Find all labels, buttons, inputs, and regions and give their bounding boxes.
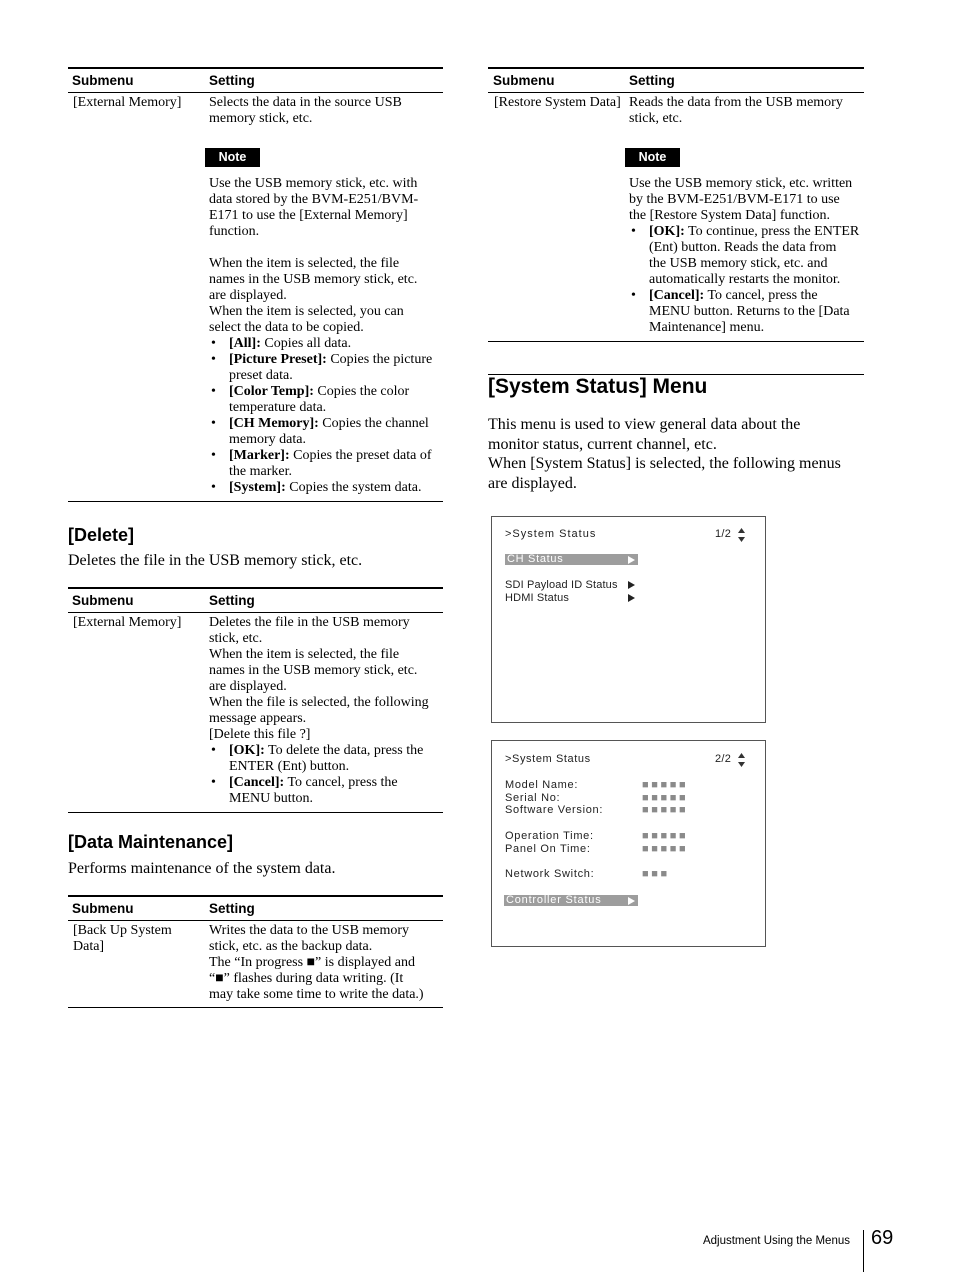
setting-column-header: Setting — [209, 901, 255, 916]
setting-cell — [209, 615, 443, 807]
menu-item-hdmi-status: HDMI Status — [505, 592, 569, 604]
system-status-heading: [System Status] Menu — [488, 375, 708, 398]
bullet-text: Copies all data. — [260, 336, 352, 351]
bullet-item-marker — [209, 448, 443, 480]
delete-intro: Deletes the file in the USB memory stick, etc. — [68, 552, 363, 569]
bullet-text: Copies the system data. — [285, 480, 422, 495]
right-triangle-icon — [628, 556, 635, 564]
bullet-text: To continue, press the ENTER (Ent) button. Reads the data from the USB memory stick, etc. and automatically restarts the monitor. — [649, 224, 860, 287]
setting-column-header: Setting — [629, 73, 675, 88]
selected-menu-item-label: CH Status — [507, 553, 564, 565]
bullet-term: [Marker]: — [229, 448, 290, 463]
bullet-item-cancel — [209, 775, 443, 807]
bullet-text: To cancel, press the MENU button. — [229, 775, 398, 806]
bullet-text: Copies the picture preset data. — [229, 352, 433, 383]
submenu-column-header: Submenu — [72, 901, 134, 916]
bullet-term: [Cancel]: — [649, 288, 705, 303]
field-value-placeholder: ■■■■■ — [642, 804, 689, 816]
status-field-network-switch — [505, 868, 750, 880]
note-label: Note — [205, 148, 260, 167]
selected-menu-item-label: Controller Status — [506, 894, 602, 906]
bullet-term: [OK]: — [229, 743, 265, 758]
right-triangle-icon — [628, 581, 635, 589]
right-triangle-icon — [628, 897, 635, 905]
bullet-term: [CH Memory]: — [229, 416, 319, 431]
table-header — [488, 69, 864, 93]
bullet-item-color-temp — [209, 384, 443, 416]
selected-menu-item — [504, 895, 638, 906]
bullet-term: [OK]: — [649, 224, 685, 239]
bullet-item-ok — [629, 224, 864, 288]
setting-description: When the item is selected, the file names in the USB memory stick, etc. are displayed. When the item is selected, you can select the data to be copied. — [209, 256, 418, 335]
bullet-term: [Picture Preset]: — [229, 352, 327, 367]
setting-intro: Reads the data from the USB memory stick, etc. — [629, 95, 843, 126]
data-maintenance-table — [68, 895, 443, 1008]
field-value-placeholder: ■■■■■ — [642, 830, 689, 842]
bullet-term: [Cancel]: — [229, 775, 285, 790]
submenu-cell: [External Memory] — [73, 615, 182, 630]
table-header — [68, 897, 443, 921]
up-down-arrow-icon — [738, 528, 745, 542]
setting-cell — [629, 95, 864, 336]
status-field-serial-no — [505, 792, 750, 804]
submenu-column-header: Submenu — [72, 593, 134, 608]
system-status-screen-page-2 — [491, 740, 766, 947]
bullet-item-picture-preset — [209, 352, 443, 384]
right-triangle-icon — [628, 594, 635, 602]
field-value-placeholder: ■■■■■ — [642, 779, 689, 791]
page-number: 69 — [871, 1227, 894, 1249]
setting-cell — [209, 95, 443, 496]
bullet-term: [System]: — [229, 480, 286, 495]
setting-intro: Selects the data in the source USB memory stick, etc. — [209, 95, 402, 126]
field-label: Model Name: — [505, 779, 579, 791]
submenu-column-header: Submenu — [493, 73, 555, 88]
footer-divider — [863, 1230, 864, 1272]
bullet-text: To delete the data, press the ENTER (Ent) button. — [229, 743, 424, 774]
submenu-cell: [External Memory] — [73, 95, 182, 110]
menu-item-sdi-payload-id-status: SDI Payload ID Status — [505, 579, 618, 591]
footer-section-title: Adjustment Using the Menus — [702, 1235, 850, 1247]
field-label: Panel On Time: — [505, 843, 591, 855]
system-status-screen-page-1 — [491, 516, 766, 723]
table-header — [68, 69, 443, 93]
field-label: Network Switch: — [505, 868, 595, 880]
screen-title: >System Status — [505, 528, 597, 540]
screen-page-indicator: 1/2 — [715, 528, 732, 540]
bullet-text: Copies the color temperature data. — [229, 384, 410, 415]
bullet-text: Copies the channel memory data. — [229, 416, 429, 447]
bullet-term: [All]: — [229, 336, 261, 351]
table-row — [68, 921, 443, 1007]
setting-cell: Writes the data to the USB memory stick, etc. as the backup data. The “In progress ■” is displayed and “■” flashes during data writing. (It may take some time to write the data.) — [209, 923, 424, 1002]
submenu-cell: [Back Up System Data] — [73, 923, 172, 954]
table-row — [68, 613, 443, 812]
bullet-item-system — [209, 480, 443, 496]
delete-settings-table — [68, 587, 443, 813]
table-row — [488, 93, 864, 341]
bullet-term: [Color Temp]: — [229, 384, 314, 399]
submenu-cell: [Restore System Data] — [494, 95, 621, 110]
bullet-text: Copies the preset data of the marker. — [229, 448, 432, 479]
system-status-intro: This menu is used to view general data about the monitor status, current channel, etc. When [System Status] is selected, the following menus are displayed. — [488, 416, 841, 492]
bullet-item-all — [209, 336, 443, 352]
status-field-panel-on-time — [505, 843, 750, 855]
field-label: Software Version: — [505, 804, 604, 816]
setting-column-header: Setting — [209, 73, 255, 88]
bullet-item-ok — [209, 743, 443, 775]
field-value-placeholder: ■■■■■ — [642, 792, 689, 804]
setting-column-header: Setting — [209, 593, 255, 608]
up-down-arrow-icon — [738, 753, 745, 767]
bullet-item-cancel — [629, 288, 864, 336]
bullet-text: To cancel, press the MENU button. Returns to the [Data Maintenance] menu. — [649, 288, 850, 335]
table-header — [68, 589, 443, 613]
field-label: Serial No: — [505, 792, 561, 804]
delete-heading: [Delete] — [68, 525, 135, 545]
field-value-placeholder: ■■■■■ — [642, 843, 689, 855]
bullet-item-ch-memory — [209, 416, 443, 448]
selected-menu-item — [505, 554, 638, 565]
field-label: Operation Time: — [505, 830, 594, 842]
setting-description: Deletes the file in the USB memory stick, etc. When the item is selected, the file names in the USB memory stick, etc. are displayed. When the file is selected, the following message appears. [Delete this file ?] — [209, 615, 429, 742]
note-text: Use the USB memory stick, etc. written by the BVM-E251/BVM-E171 to use the [Restore System Data] function. — [629, 176, 853, 223]
status-field-model-name — [505, 779, 750, 791]
submenu-column-header: Submenu — [72, 73, 134, 88]
data-maintenance-intro: Performs maintenance of the system data. — [68, 860, 336, 877]
note-text: Use the USB memory stick, etc. with data stored by the BVM-E251/BVM- E171 to use the [External Memory] function. — [209, 176, 419, 239]
table-row — [68, 93, 443, 501]
restore-settings-table — [488, 67, 864, 342]
data-maintenance-heading: [Data Maintenance] — [68, 832, 234, 852]
screen-page-indicator: 2/2 — [715, 753, 732, 765]
screen-title: >System Status — [505, 753, 591, 765]
note-label: Note — [625, 148, 680, 167]
copy-settings-table — [68, 67, 443, 502]
status-field-software-version — [505, 804, 750, 816]
field-value-placeholder: ■■■ — [642, 868, 670, 880]
status-field-operation-time — [505, 830, 750, 842]
